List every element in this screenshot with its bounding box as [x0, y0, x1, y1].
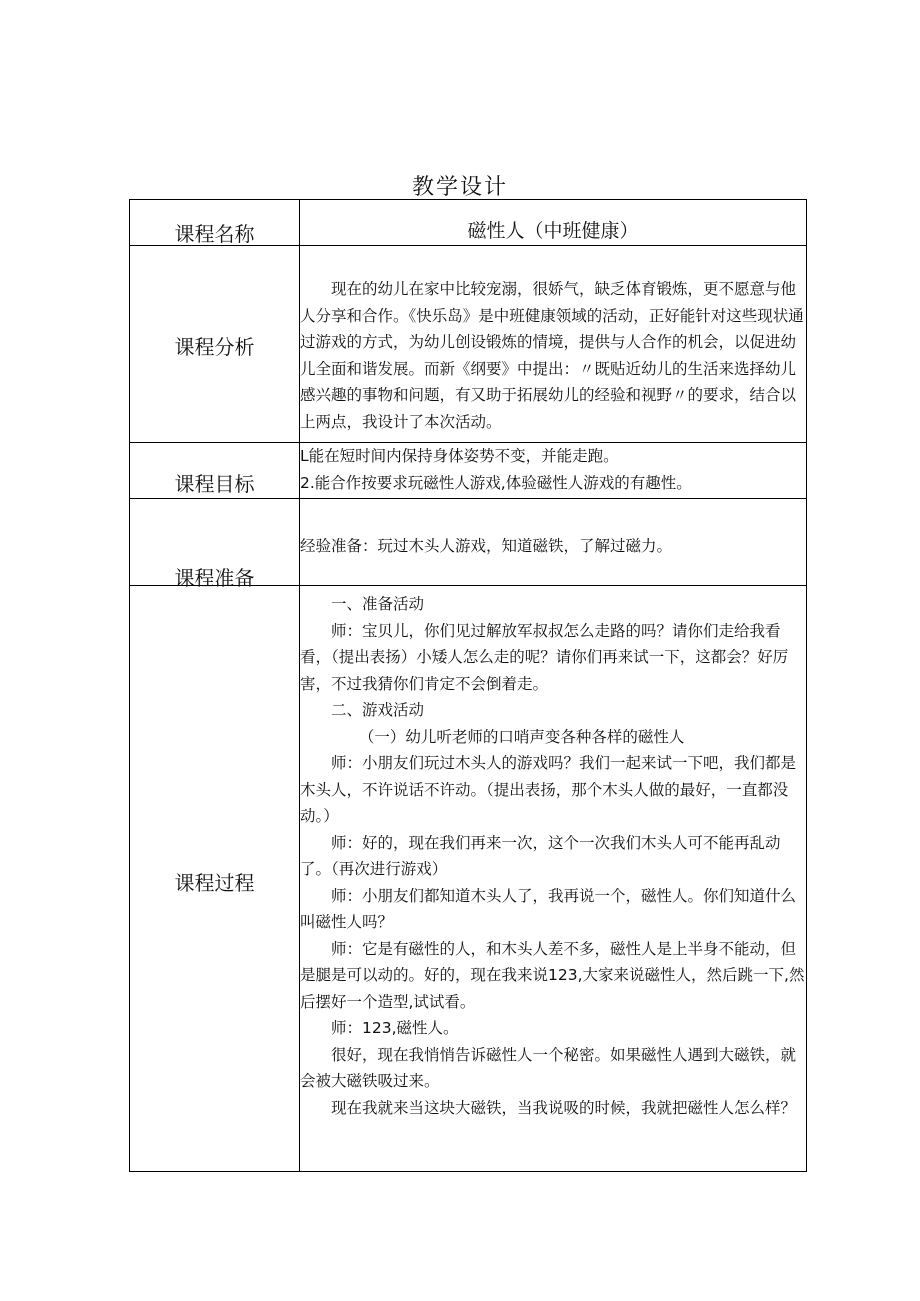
process-paragraph: 很好，现在我悄悄告诉磁性人一个秘密。如果磁性人遇到大磁铁，就会被大磁铁吸过来。	[300, 1045, 797, 1090]
process-label: 课程过程	[174, 871, 255, 895]
goal-item-1: L能在短时间内保持身体姿势不变，并能走跑。	[300, 447, 619, 465]
document-title: 教学设计	[411, 175, 508, 200]
goal-item-2: 2.能合作按要求玩磁性人游戏,体验磁性人游戏的有趣性。	[300, 473, 692, 492]
preparation-label-cell	[130, 499, 300, 590]
process-paragraph: 师：宝贝儿，你们见过解放军叔叔怎么走路的吗？请你们走给我看看，（提出表扬）小矮人怎么走的呢？请你们再来试一下，这都会？好厉害，不过我猜你们肯定不会倒着走。	[300, 621, 789, 693]
goals-row	[130, 443, 807, 499]
course-name-row	[130, 200, 807, 246]
process-paragraph: 师：123,磁性人。	[331, 1019, 459, 1037]
course-name-value-cell	[300, 200, 807, 246]
course-name-label-cell	[130, 200, 300, 246]
process-paragraph: 现在我就来当这块大磁铁，当我说吸的时候，我就把磁性人怎么样？	[331, 1098, 797, 1117]
process-paragraph: 师：好的，现在我们再来一次，这个一次我们木头人可不能再乱动了。（再次进行游戏）	[300, 833, 781, 878]
process-paragraph: 师：小朋友们都知道木头人了，我再说一个，磁性人。你们知道什么叫磁性人吗？	[300, 886, 797, 931]
preparation-label: 课程准备	[174, 566, 255, 590]
process-paragraph: 一、准备活动	[331, 595, 425, 613]
course-name-label: 课程名称	[174, 222, 255, 246]
goals-label-cell	[130, 443, 300, 499]
process-paragraph: （一）幼儿听老师的口哨声变各种各样的磁性人	[358, 727, 685, 746]
process-paragraph: 师：它是有磁性的人，和木头人差不多，磁性人是上半身不能动，但是腿是可以动的。好的，现在我来说123,大家来说磁性人，然后跳一下,然后摆好一个造型,试试看。	[300, 939, 805, 1011]
preparation-content-cell	[300, 499, 807, 586]
course-name-value: 磁性人（中班健康）	[467, 220, 639, 242]
analysis-label-cell	[130, 246, 300, 443]
analysis-label: 课程分析	[174, 335, 255, 359]
process-paragraph: 师：小朋友们玩过木头人的游戏吗？我们一起来试一下吧，我们都是木头人，不许说话不许动。（提出表扬，那个木头人做的最好，一直都没动。）	[300, 754, 797, 825]
analysis-text: 现在的幼儿在家中比较宠溺，很娇气，缺乏体育锻炼，更不愿意与他人分享和合作。《快乐岛》是中班健康领域的活动，正好能针对这些现状通过游戏的方式，为幼儿创设锻炼的情境，提供与人合作的机会，以促进幼儿全面和谐发展。而新《纲要》中提出：〃既贴近幼儿的生活来选择幼儿感兴趣的事物和问题，有又助于拓展幼儿的经验和视野〃的要求，结合以上两点，我设计了本次活动。	[300, 280, 804, 431]
goals-content-cell	[300, 443, 807, 499]
process-content-cell	[300, 586, 807, 1172]
preparation-row	[130, 499, 807, 586]
analysis-row	[130, 246, 807, 443]
lesson-plan-table	[129, 199, 807, 1172]
process-paragraph: 二、游戏活动	[331, 701, 425, 719]
process-row	[130, 586, 807, 1172]
process-label-cell	[130, 586, 300, 1172]
analysis-content-cell	[300, 246, 807, 443]
preparation-text: 经验准备：玩过木头人游戏，知道磁铁，了解过磁力。	[300, 537, 673, 555]
goals-label: 课程目标	[174, 472, 255, 496]
